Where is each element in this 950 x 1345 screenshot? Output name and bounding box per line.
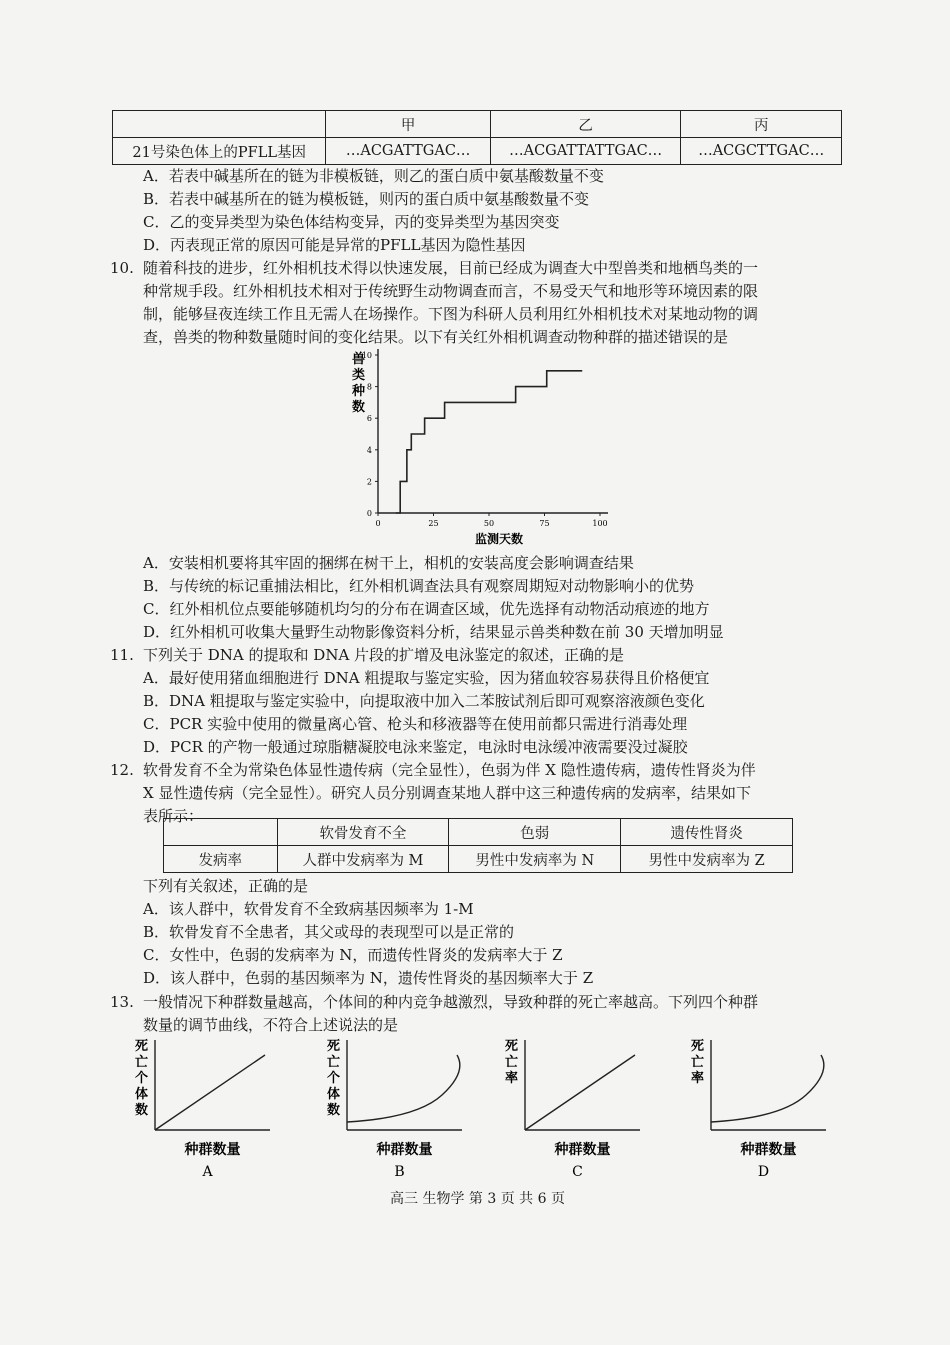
- table-header-row: [113, 111, 842, 138]
- graph-y-label-char: 死: [505, 1039, 519, 1054]
- graph-y-label: [327, 1038, 340, 1118]
- table-header-cell: 软骨发育不全: [277, 819, 449, 846]
- table-header-cell: 遗传性肾炎: [621, 819, 793, 846]
- q12-stem-line: 软骨发育不全为常染色体显性遗传病（完全显性），色弱为伴 X 隐性遗传病，遗传性肾炎为伴: [143, 761, 756, 779]
- q10-option-a: A．安装相机要将其牢固的捆绑在树干上，相机的安装高度会影响调查结果: [143, 554, 634, 572]
- table-cell: …ACGCTTGAC…: [681, 138, 842, 165]
- y-tick-label: 2: [366, 477, 372, 487]
- q10-stem-line: 查，兽类的物种数量随时间的变化结果。以下有关红外相机调查动物种群的描述错误的是: [143, 328, 729, 346]
- table-cell: 男性中发病率为 Z: [621, 846, 793, 873]
- q12-option-c: C．女性中，色弱的发病率为 N，而遗传性肾炎的发病率大于 Z: [143, 946, 563, 964]
- table-header-cell: [164, 819, 278, 846]
- graph-y-label-char: 体: [327, 1087, 341, 1102]
- table-cell: 男性中发病率为 N: [449, 846, 621, 873]
- graph-y-label-char: 率: [505, 1071, 519, 1086]
- q10-stem-line: 种常规手段。红外相机技术相对于传统野生动物调查而言，不易受天气和地形等环境因素的限: [143, 282, 759, 300]
- graph-d: [691, 1038, 826, 1180]
- y-axis-label-char: 种: [352, 384, 366, 399]
- q10-option-b: B．与传统的标记重捕法相比，红外相机调查法具有观察周期短对动物影响小的优势: [143, 577, 695, 595]
- q9-option-d: D．丙表现正常的原因可能是异常的PFLL基因为隐性基因: [143, 236, 526, 254]
- y-tick-label: 4: [366, 445, 372, 455]
- graph-curve: [155, 1055, 265, 1130]
- graph-curve: [711, 1055, 824, 1122]
- q9-option-b: B．若表中碱基所在的链为模板链，则丙的蛋白质中氨基酸数量不变: [143, 190, 590, 208]
- graph-y-label-char: 亡: [327, 1055, 341, 1070]
- q12-option-b: B．软骨发育不全患者，其父或母的表现型可以是正常的: [143, 923, 515, 941]
- x-tick-label: 0: [375, 519, 381, 528]
- q9-option-a: A．若表中碱基所在的链为非模板链，则乙的蛋白质中氨基酸数量不变: [143, 167, 604, 185]
- table-header-cell: 丙: [681, 111, 842, 138]
- graph-y-label-char: 数: [327, 1103, 341, 1118]
- question-number: 11.: [110, 646, 134, 664]
- q11-option-a: A．最好使用猪血细胞进行 DNA 粗提取与鉴定实验，因为猪血较容易获得且价格便宜: [143, 669, 710, 687]
- graph-y-label: [505, 1038, 518, 1086]
- q9-option-c: C．乙的变异类型为染色体结构变异，丙的变异类型为基因突变: [143, 213, 560, 231]
- q10-stem-line: 随着科技的进步，红外相机技术得以快速发展，目前已经成为调查大中型兽类和地栖鸟类的一: [143, 259, 759, 277]
- page-footer: 高三 生物学 第 3 页 共 6 页: [390, 1191, 565, 1207]
- y-axis-label: [351, 351, 366, 415]
- graph-y-label-char: 死: [135, 1039, 149, 1054]
- q10-option-c: C．红外相机位点要能够随机均匀的分布在调查区域，优先选择有动物活动痕迹的地方: [143, 600, 710, 618]
- q12-option-d: D．该人群中，色弱的基因频率为 N，遗传性肾炎的基因频率大于 Z: [143, 969, 594, 987]
- graph-x-label: 种群数量: [376, 1142, 433, 1158]
- question-number: 12.: [110, 761, 134, 779]
- q12-stem-line: 表所示：: [143, 807, 204, 825]
- x-tick-label: 50: [483, 519, 495, 528]
- q11-option-d: D．PCR 的产物一般通过琼脂糖凝胶电泳来鉴定，电泳时电泳缓冲液需要没过凝胶: [143, 738, 688, 756]
- graph-y-label-char: 死: [327, 1039, 341, 1054]
- q10-option-d: D．红外相机可收集大量野生动物影像资料分析，结果显示兽类种数在前 30 天增加明显: [143, 623, 724, 641]
- chart-ticks: [362, 351, 608, 528]
- q12-option-a: A．该人群中，软骨发育不全致病基因频率为 1-M: [143, 900, 474, 918]
- graph-curve: [347, 1055, 460, 1122]
- table-header-cell: [113, 111, 326, 138]
- graph-curve: [525, 1055, 635, 1130]
- q11-option-c: C．PCR 实验中使用的微量离心管、枪头和移液器等在使用前都只需进行消毒处理: [143, 715, 688, 733]
- graph-letter: D: [757, 1164, 770, 1180]
- x-tick-label: 25: [428, 519, 439, 528]
- graph-y-label-char: 率: [691, 1071, 705, 1086]
- graph-y-label-char: 死: [691, 1039, 705, 1054]
- graph-y-label: [691, 1038, 704, 1086]
- x-tick-label: 75: [539, 519, 550, 528]
- graph-y-label: [135, 1038, 148, 1118]
- table-cell: …ACGATTGAC…: [326, 138, 491, 165]
- table-header-cell: 色弱: [449, 819, 621, 846]
- graph-x-label: 种群数量: [740, 1142, 797, 1158]
- graph-y-label-char: 个: [135, 1071, 149, 1086]
- graph-letter: B: [394, 1164, 405, 1180]
- q11-option-b: B．DNA 粗提取与鉴定实验中，向提取液中加入二苯胺试剂后即可观察溶液颜色变化: [143, 692, 705, 710]
- species-count-chart: [330, 345, 630, 550]
- x-axis-label: 监测天数: [474, 532, 524, 546]
- mortality-graphs: [125, 1035, 870, 1195]
- question-number: 10.: [110, 259, 134, 277]
- graph-y-label-char: 数: [135, 1103, 149, 1118]
- y-axis-label-char: 类: [352, 368, 366, 383]
- table-row: [113, 138, 842, 165]
- table-header-cell: 乙: [490, 111, 681, 138]
- q13-stem-line: 数量的调节曲线，不符合上述说法的是: [143, 1016, 399, 1034]
- species-step-line: [396, 371, 582, 513]
- graph-x-label: 种群数量: [184, 1142, 241, 1158]
- y-tick-label: 10: [361, 351, 372, 360]
- graph-letter: A: [202, 1164, 213, 1180]
- graph-a: [135, 1038, 270, 1180]
- y-axis-label-char: 兽: [352, 352, 366, 367]
- q12-stem-2: 下列有关叙述，正确的是: [143, 877, 309, 895]
- question-number: 13.: [110, 993, 134, 1011]
- graph-x-label: 种群数量: [554, 1142, 611, 1158]
- graph-y-label-char: 个: [327, 1071, 341, 1086]
- y-tick-label: 0: [366, 509, 372, 518]
- y-tick-label: 8: [366, 382, 372, 392]
- table-header-cell: 甲: [326, 111, 491, 138]
- table-row-label: 21号染色体上的PFLL基因: [113, 138, 326, 165]
- q12-stem-line: X 显性遗传病（完全显性）。研究人员分别调查某地人群中这三种遗传病的发病率，结果如下: [143, 784, 751, 802]
- graph-b: [327, 1038, 462, 1180]
- graph-y-label-char: 亡: [135, 1055, 149, 1070]
- y-tick-label: 6: [366, 414, 372, 424]
- chart-line: [396, 371, 582, 513]
- graph-y-label-char: 体: [135, 1087, 149, 1102]
- chart-axes: [378, 349, 608, 513]
- q13-stem-line: 一般情况下种群数量越高，个体间的种内竞争越激烈，导致种群的死亡率越高。下列四个种群: [143, 993, 759, 1011]
- x-tick-label: 100: [592, 519, 608, 528]
- graph-letter: C: [572, 1164, 583, 1180]
- graph-y-label-char: 亡: [691, 1055, 705, 1070]
- table-cell: …ACGATTATTGAC…: [490, 138, 681, 165]
- graph-c: [505, 1038, 640, 1180]
- table-row: [164, 846, 793, 873]
- table-row-label: 发病率: [164, 846, 278, 873]
- table-cell: 人群中发病率为 M: [277, 846, 449, 873]
- q10-stem-line: 制，能够昼夜连续工作且无需人在场操作。下图为科研人员利用红外相机技术对某地动物的调: [143, 305, 759, 323]
- table-header-row: [164, 819, 793, 846]
- pfll-gene-table: [112, 110, 842, 165]
- graph-y-label-char: 亡: [505, 1055, 519, 1070]
- y-axis-label-char: 数: [352, 400, 366, 415]
- disease-rate-table: [163, 818, 793, 873]
- q11-stem: 下列关于 DNA 的提取和 DNA 片段的扩增及电泳鉴定的叙述，正确的是: [143, 646, 625, 664]
